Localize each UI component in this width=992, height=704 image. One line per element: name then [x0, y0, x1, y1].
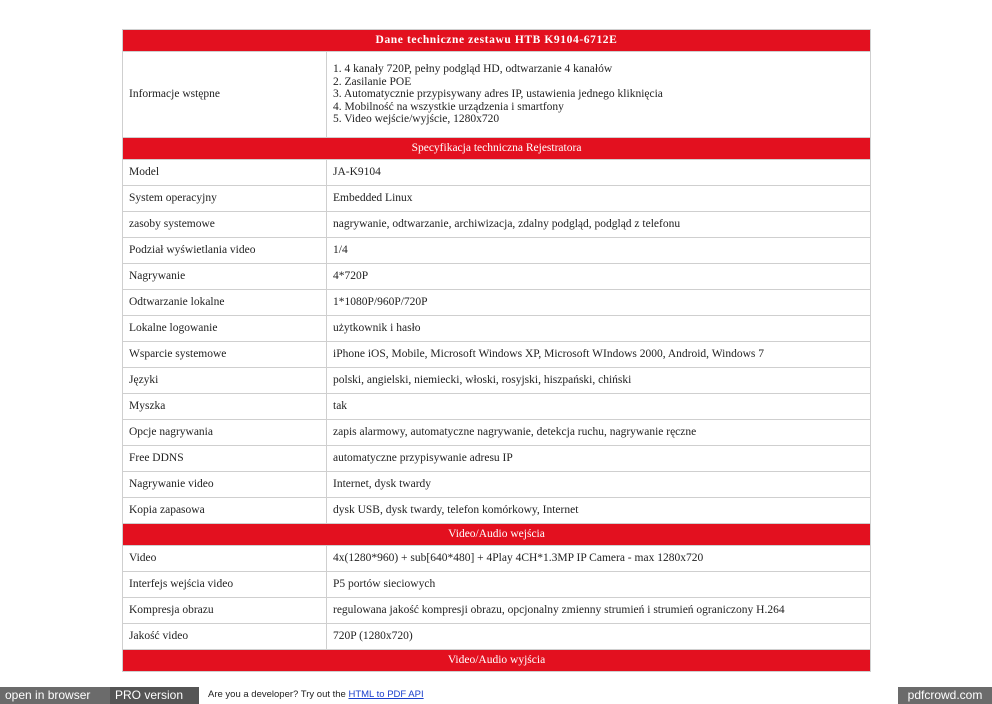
table-row — [123, 624, 871, 650]
row-label: Myszka — [123, 394, 327, 420]
row-value: 4x(1280*960) + sub[640*480] + 4Play 4CH*1.3MP IP Camera - max 1280x720 — [327, 546, 871, 572]
intro-item: 2. Zasilanie POE — [333, 75, 412, 88]
table-title: Dane techniczne zestawu HTB K9104-6712E — [123, 30, 871, 52]
row-value: 720P (1280x720) — [327, 624, 871, 650]
pdfcrowd-brand-link[interactable]: pdfcrowd.com — [898, 687, 992, 704]
table-row — [123, 186, 871, 212]
row-value: JA-K9104 — [327, 160, 871, 186]
row-value: automatyczne przypisywanie adresu IP — [327, 446, 871, 472]
row-label: Interfejs wejścia video — [123, 572, 327, 598]
row-label: Podział wyświetlania video — [123, 238, 327, 264]
row-value: Internet, dysk twardy — [327, 472, 871, 498]
row-value: 4*720P — [327, 264, 871, 290]
row-label: Języki — [123, 368, 327, 394]
developer-promo — [208, 689, 424, 700]
intro-value — [327, 52, 871, 138]
table-row — [123, 394, 871, 420]
table-row — [123, 472, 871, 498]
row-value: polski, angielski, niemiecki, włoski, rosyjski, hiszpański, chiński — [327, 368, 871, 394]
open-in-browser-button[interactable]: open in browser — [0, 687, 110, 704]
row-value: dysk USB, dysk twardy, telefon komórkowy, Internet — [327, 498, 871, 524]
row-label: Jakość video — [123, 624, 327, 650]
intro-label: Informacje wstępne — [123, 52, 327, 138]
row-value: nagrywanie, odtwarzanie, archiwizacja, zdalny podgląd, podgląd z telefonu — [327, 212, 871, 238]
intro-row — [123, 52, 871, 138]
intro-list — [333, 63, 864, 125]
row-label: Nagrywanie — [123, 264, 327, 290]
table-row — [123, 498, 871, 524]
row-label: Opcje nagrywania — [123, 420, 327, 446]
table-row — [123, 546, 871, 572]
table-row — [123, 238, 871, 264]
row-label: Free DDNS — [123, 446, 327, 472]
table-row — [123, 368, 871, 394]
row-label: Model — [123, 160, 327, 186]
row-value: 1/4 — [327, 238, 871, 264]
intro-item: 3. Automatycznie przypisywany adres IP, ustawienia jednego kliknięcia — [333, 88, 663, 101]
row-label: Kompresja obrazu — [123, 598, 327, 624]
table-row — [123, 212, 871, 238]
html-to-pdf-api-link[interactable]: HTML to PDF API — [348, 689, 424, 700]
promo-text: Are you a developer? Try out the — [208, 689, 349, 700]
table-row — [123, 446, 871, 472]
row-label: Odtwarzanie lokalne — [123, 290, 327, 316]
row-label: Nagrywanie video — [123, 472, 327, 498]
section-heading-outputs: Video/Audio wyjścia — [123, 650, 871, 672]
row-label: System operacyjny — [123, 186, 327, 212]
row-value: 1*1080P/960P/720P — [327, 290, 871, 316]
section-heading-recorder: Specyfikacja techniczna Rejestratora — [123, 138, 871, 160]
section-heading-row — [123, 524, 871, 546]
footer-bar — [0, 686, 992, 704]
table-row — [123, 290, 871, 316]
table-row — [123, 160, 871, 186]
table-row — [123, 342, 871, 368]
section-heading-row — [123, 138, 871, 160]
row-value: tak — [327, 394, 871, 420]
spec-table — [122, 29, 871, 672]
intro-item: 4. Mobilność na wszystkie urządzenia i smartfony — [333, 100, 564, 113]
row-value: P5 portów sieciowych — [327, 572, 871, 598]
table-row — [123, 420, 871, 446]
intro-item: 5. Video wejście/wyjście, 1280x720 — [333, 113, 500, 126]
row-label: Lokalne logowanie — [123, 316, 327, 342]
row-value: Embedded Linux — [327, 186, 871, 212]
table-title-row — [123, 30, 871, 52]
table-row — [123, 572, 871, 598]
row-value: regulowana jakość kompresji obrazu, opcjonalny zmienny strumień i strumień ograniczony H.264 — [327, 598, 871, 624]
pro-version-button[interactable]: PRO version — [110, 687, 199, 704]
row-label: Video — [123, 546, 327, 572]
section-heading-inputs: Video/Audio wejścia — [123, 524, 871, 546]
section-heading-row — [123, 650, 871, 672]
table-row — [123, 598, 871, 624]
row-label: Kopia zapasowa — [123, 498, 327, 524]
table-row — [123, 316, 871, 342]
table-row — [123, 264, 871, 290]
row-label: zasoby systemowe — [123, 212, 327, 238]
intro-item: 1. 4 kanały 720P, pełny podgląd HD, odtwarzanie 4 kanałów — [333, 63, 613, 76]
row-value: zapis alarmowy, automatyczne nagrywanie, detekcja ruchu, nagrywanie ręczne — [327, 420, 871, 446]
row-label: Wsparcie systemowe — [123, 342, 327, 368]
row-value: iPhone iOS, Mobile, Microsoft Windows XP, Microsoft WIndows 2000, Android, Windows 7 — [327, 342, 871, 368]
row-value: użytkownik i hasło — [327, 316, 871, 342]
